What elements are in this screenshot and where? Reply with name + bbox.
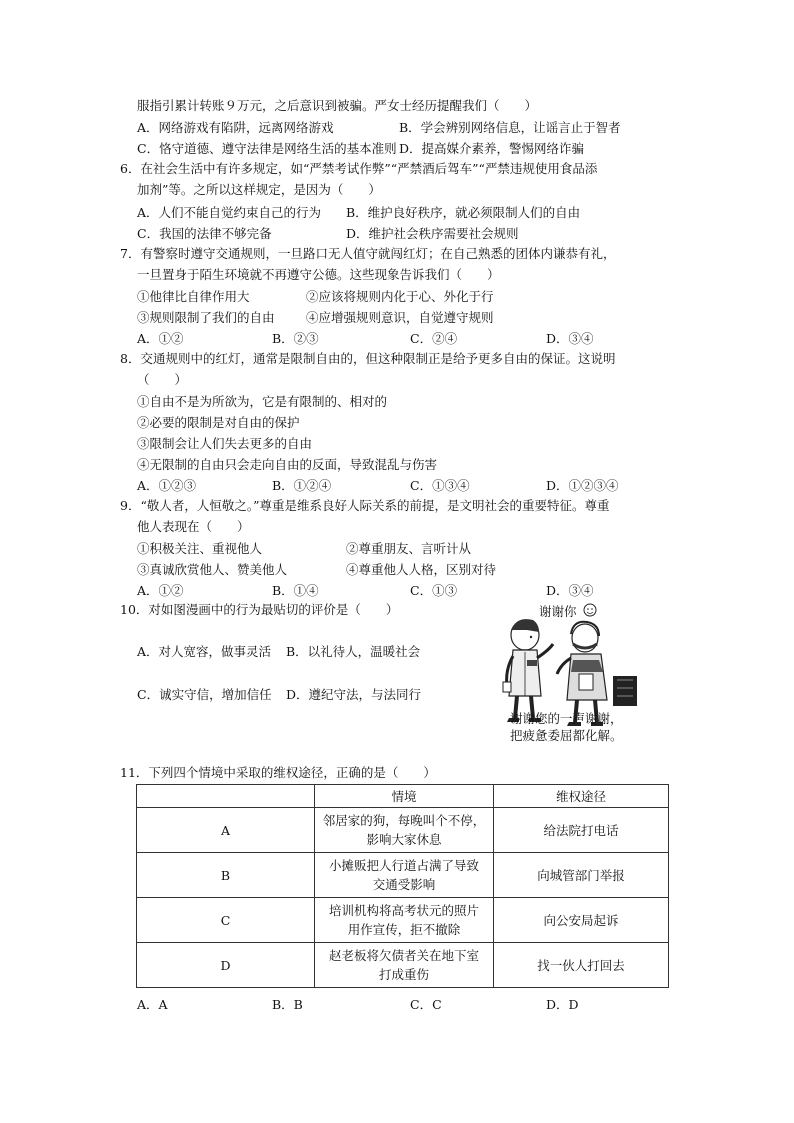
q5-stem: 服指引累计转账９万元，之后意识到被骗。严女士经历提醒我们（ ） [137, 98, 538, 113]
q9-option-d: D．③④ [546, 583, 594, 598]
q11-option-b: B．B [272, 997, 303, 1012]
q6-option-a: A．人们不能自觉约束自己的行为 [137, 205, 322, 220]
q7-option-a: A．①② [137, 331, 184, 346]
q9-statement-4: ④尊重他人人格，区别对待 [346, 562, 497, 577]
q7-statement-2: ②应该将规则内化于心、外化于行 [306, 289, 494, 304]
q8-statement-4: ④无限制的自由只会走向自由的反面，导致混乱与伤害 [137, 457, 438, 472]
scene-line: 培训机构将高考状元的照片 [328, 903, 479, 918]
q6-option-b: B．维护良好秩序，就必须限制人们的自由 [346, 205, 581, 220]
scene-line: 影响大家休息 [366, 832, 442, 847]
q11-option-a: A．A [137, 997, 168, 1012]
scene-line: 邻居家的狗，每晚叫个不停， [322, 813, 486, 828]
q9-option-c: C．①③ [410, 583, 458, 598]
row-way: 向公安局起诉 [494, 898, 669, 943]
row-scene [315, 853, 494, 898]
q8-stem-line2: （ ） [137, 372, 188, 387]
table-header-cell: 维权途径 [494, 785, 669, 808]
q7-stem-line1: 7．有警察时遵守交通规则，一旦路口无人值守就闯红灯；在自己熟悉的团体内谦恭有礼， [120, 246, 616, 261]
scene-line: 赵老板将欠债者关在地下室 [328, 948, 479, 963]
q10-option-d: D．遵纪守法，与法同行 [286, 687, 422, 702]
table-row [137, 943, 669, 988]
table-header-cell: 情境 [315, 785, 494, 808]
q9-stem-line1: 9．“敬人者，人恒敬之。”尊重是维系良好人际关系的前提，是文明社会的重要特征。尊重 [120, 498, 610, 513]
q9-option-a: A．①② [137, 583, 184, 598]
q10-stem: 10．对如图漫画中的行为最贴切的评价是（ ） [120, 602, 399, 617]
row-scene [315, 943, 494, 988]
q9-stem-line2: 他人表现在（ ） [137, 519, 250, 534]
q11-option-c: C．C [410, 997, 442, 1012]
row-scene [315, 808, 494, 853]
q7-option-b: B．②③ [272, 331, 319, 346]
q6-option-d: D．维护社会秩序需要社会规则 [346, 226, 519, 241]
q10-option-c: C．诚实守信，增加信任 [137, 687, 272, 702]
q6-stem-line2: 加剂”等。之所以这样规定，是因为（ ） [137, 182, 381, 197]
q9-option-b: B．①④ [272, 583, 319, 598]
row-label: B [137, 853, 315, 898]
cartoon-caption-line2: 把疲惫委屈都化解。 [510, 728, 623, 743]
q8-statement-1: ①自由不是为所欲为，它是有限制的、相对的 [137, 394, 388, 409]
q9-statement-3: ③真诚欣赏他人、赞美他人 [137, 562, 288, 577]
q8-statement-3: ③限制会让人们失去更多的自由 [137, 436, 313, 451]
q11-option-d: D．D [546, 997, 579, 1012]
scene-line: 小摊贩把人行道占满了导致 [328, 858, 479, 873]
row-scene [315, 898, 494, 943]
q6-stem-line1: 6．在社会生活中有许多规定，如“严禁考试作弊”“严禁酒后驾车”“严禁违规使用食品添 [120, 161, 598, 176]
q8-statement-2: ②必要的限制是对自由的保护 [137, 415, 300, 430]
cartoon-caption-line1: 谢谢您的一声谢谢， [510, 711, 623, 726]
q11-stem: 11．下列四个情境中采取的维权途径，正确的是（ ） [120, 765, 436, 780]
table-header-row [137, 785, 669, 808]
row-way: 找一伙人打回去 [494, 943, 669, 988]
q7-statement-1: ①他律比自律作用大 [137, 289, 250, 304]
q5-option-b: B．学会辨别网络信息，让谣言止于智者 [399, 120, 621, 135]
q7-option-d: D．③④ [546, 331, 594, 346]
q9-statement-1: ①积极关注、重视他人 [137, 541, 263, 556]
table-header-cell [137, 785, 315, 808]
table-row [137, 808, 669, 853]
q6-option-c: C．我国的法律不够完备 [137, 226, 272, 241]
row-way: 向城管部门举报 [494, 853, 669, 898]
q8-option-d: D．①②③④ [546, 478, 619, 493]
q9-statement-2: ②尊重朋友、言听计从 [346, 541, 472, 556]
q8-option-b: B．①②④ [272, 478, 332, 493]
q5-option-c: C．恪守道德、遵守法律是网络生活的基本准则 [137, 141, 397, 156]
q5-option-a: A．网络游戏有陷阱，远离网络游戏 [137, 120, 334, 135]
table-row [137, 853, 669, 898]
row-label: D [137, 943, 315, 988]
table-row [137, 898, 669, 943]
row-way: 给法院打电话 [494, 808, 669, 853]
q10-option-a: A．对人宽容，做事灵活 [137, 644, 272, 659]
row-label: A [137, 808, 315, 853]
scene-line: 打成重伤 [378, 967, 429, 982]
q11-table [136, 784, 669, 988]
q5-option-d: D．提高媒介素养，警惕网络诈骗 [399, 141, 585, 156]
cartoon-speech-text: 谢谢你 [539, 604, 577, 619]
scene-line: 用作宣传，拒不撤除 [347, 922, 461, 937]
q7-statement-3: ③规则限制了我们的自由 [137, 310, 275, 325]
q8-stem-line1: 8．交通规则中的红灯，通常是限制自由的，但这种限制正是给予更多自由的保证。这说明 [120, 351, 616, 366]
q10-option-b: B．以礼待人，温暖社会 [286, 644, 421, 659]
q8-option-a: A．①②③ [137, 478, 197, 493]
q7-statement-4: ④应增强规则意识，自觉遵守规则 [306, 310, 494, 325]
q8-option-c: C．①③④ [410, 478, 470, 493]
scene-line: 交通受影响 [372, 877, 436, 892]
q7-option-c: C．②④ [410, 331, 458, 346]
row-label: C [137, 898, 315, 943]
q7-stem-line2: 一旦置身于陌生环境就不再遵守公德。这些现象告诉我们（ ） [137, 267, 500, 282]
